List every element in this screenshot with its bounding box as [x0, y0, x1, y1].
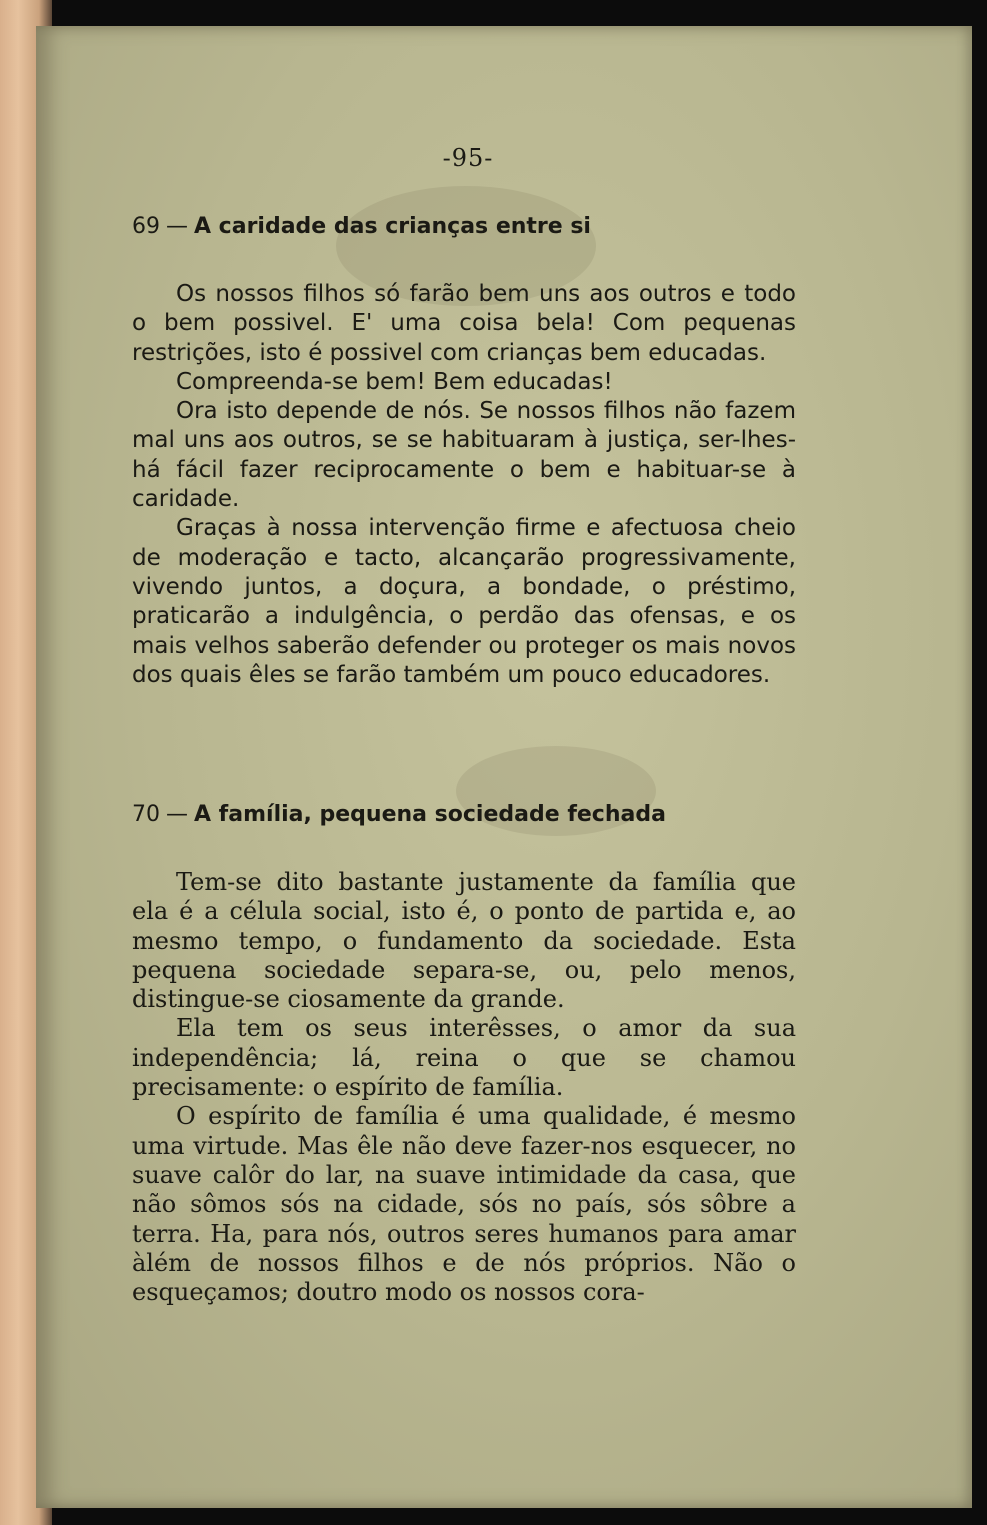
section-body	[132, 280, 796, 690]
paragraph: Ora isto depende de nós. Se nossos filhos não fazem mal uns aos outros, se se habituaram à justiça, ser-lhes-há fácil fazer reciprocamente o bem e habituar-se à caridade.	[132, 398, 796, 513]
paragraph: Compreenda-se bem! Bem educadas!	[176, 368, 613, 395]
section-heading	[132, 214, 804, 239]
section-separator: —	[166, 802, 188, 827]
section-number: 70	[132, 802, 160, 827]
paragraph: Tem-se dito bastante justamente da família que ela é a célula social, isto é, o ponto de partida e, ao mesmo tempo, o fundamento da sociedade. Esta pequena sociedade separa-se, ou, pelo menos, distingue-se ciosamente da grande.	[132, 868, 796, 1014]
paragraph: Ela tem os seus interêsses, o amor da sua independência; lá, reina o que se chamou precisamente: o espírito de família.	[132, 1014, 796, 1102]
paragraph: Os nossos filhos só farão bem uns aos outros e todo o bem possivel. E' uma coisa bela! Com pequenas restrições, isto é possivel com crianças bem educadas.	[132, 281, 796, 366]
section-title: A família, pequena sociedade fechada	[194, 802, 666, 827]
paper-page	[36, 26, 972, 1508]
page-number: -95-	[442, 144, 494, 172]
section-number: 69	[132, 214, 160, 239]
section-title: A caridade das crianças entre si	[194, 214, 591, 239]
section-body	[132, 868, 796, 1307]
paragraph: O espírito de família é uma qualidade, é mesmo uma virtude. Mas êle não deve fazer-nos esquecer, no suave calôr do lar, na suave intimidade da casa, que não sômos sós na cidade, sós no país, sós sôbre a terra. Ha, para nós, outros seres humanos para amar àlém de nossos filhos e de nós próprios. Não o esqueçamos; doutro modo os nossos cora-	[132, 1102, 796, 1307]
section-separator: —	[166, 214, 188, 239]
paragraph: Graças à nossa intervenção firme e afectuosa cheio de moderação e tacto, alcançarão progressivamente, vivendo juntos, a doçura, a bondade, o préstimo, praticarão a indulgência, o perdão das ofensas, e os mais velhos saberão defender ou proteger os mais novos dos quais êles se farão também um pouco educadores.	[132, 515, 796, 688]
section-heading	[132, 802, 804, 827]
